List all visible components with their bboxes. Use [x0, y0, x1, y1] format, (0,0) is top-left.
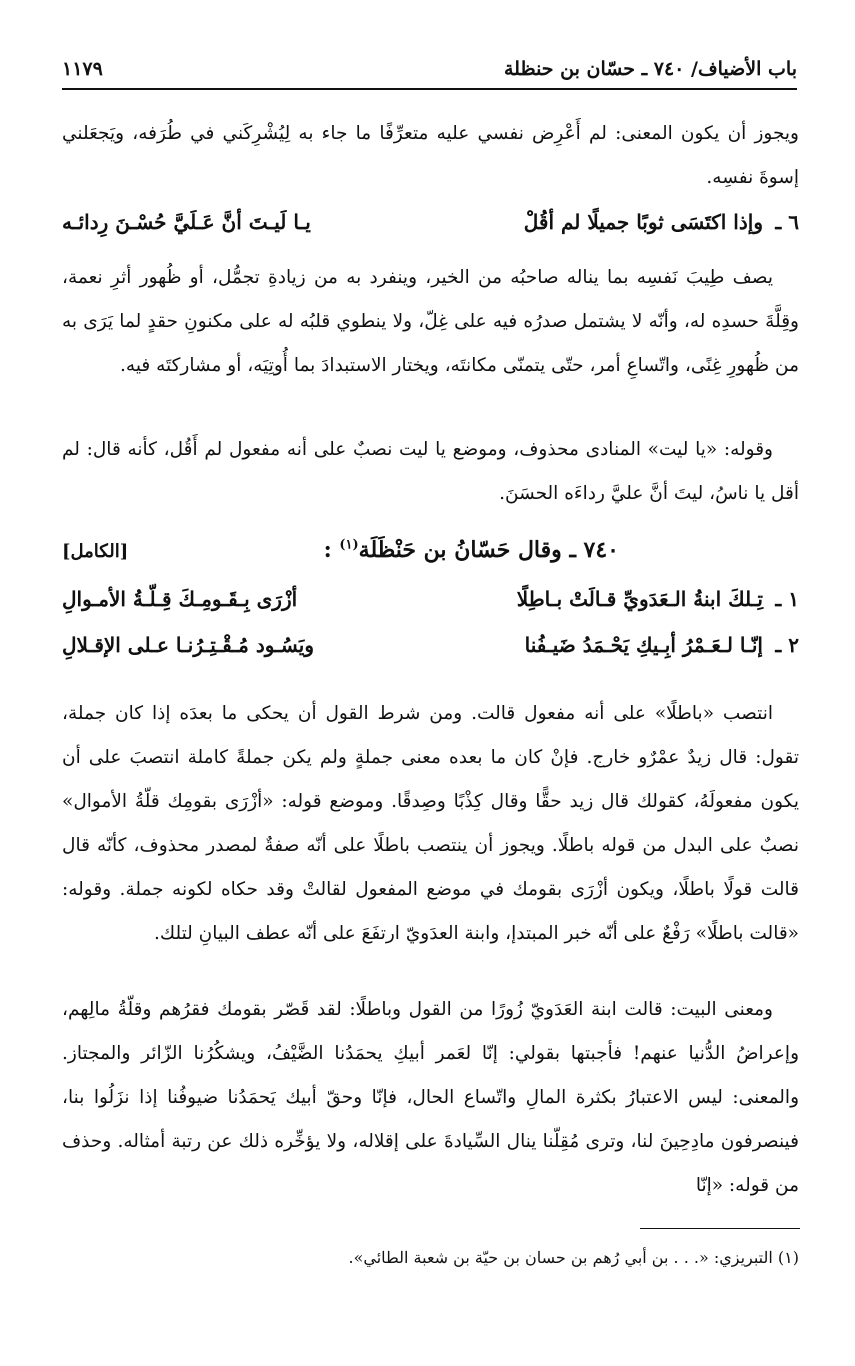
paragraph-2: يصف طِيبَ نَفسِه بما يناله صاحبُه من الخير، وينفرد به من زيادةِ تجمُّل، أو ظُهور أثرِ نعمة، وقِلَّةَ حسدِه له، وأنّه لا يشتمل صدرُه فيه على غِلّ، ولا ينطوي قلبُه له على مكنونِ حقدٍ لما يَرَى به من ظُهورِ غِنًى، واتّساعِ أمر، حتّى يتمنّى مكانتَه، ويختار الاستبدادَ بما أُوتِيَه، أو مشاركتَه فيه. [62, 267, 799, 376]
verse-second-hemistich: يـا لَيـتَ أنَّ عَـلَيَّ حُسْـنَ رِدائـه [62, 210, 311, 234]
poem-line-2 [62, 633, 799, 677]
verse-number: ٢ ـ [775, 633, 799, 657]
verse-6 [62, 210, 799, 254]
paragraph-3: وقوله: «يا ليت» المنادى محذوف، وموضع يا ليت نصبٌ على أنه مفعول لم أَقُل، كأنه قال: لم أقل يا ناسُ، ليتَ أنَّ عليَّ رداءَه الحسَنَ. [62, 439, 799, 504]
verse-second-hemistich: ويَسُـود مُـقْـتِـرُنـا عـلى الإقـلالِ [62, 633, 314, 657]
poem-title [324, 537, 619, 563]
poem-meter: [الكامل] [62, 541, 129, 562]
chapter-title: باب الأضياف/ ٧٤٠ ـ حسّان بن حنظلة [504, 58, 797, 80]
paragraph-1: ويجوز أن يكون المعنى: لم أَعْرِض نفسي عليه متعرِّفًا ما جاء به لِيُشْرِكَني في طُرَفه، ويَجعَلني إسوةَ نفسِه. [62, 123, 799, 188]
poem-line-1 [62, 587, 799, 631]
paragraph-4: انتصب «باطلًا» على أنه مفعول قالت. ومن شرط القول أن يحكى ما بعدَه إذا كان جملة، تقول: قال زيدٌ عمْرٌو خارج. فإنْ كان ما بعده معنى جملةٍ ولم يكن جملةً كاملة انتصبَ على أن يكون مفعولَهُ، كقولك قال زيد حقًّا وقال كِذْبًا وصِدقًا. وموضع قوله: «أزْرَى بقومِك قلّةُ الأموال» نصبٌ على البدل من قوله باطلًا. ويجوز أن ينتصب باطلًا على أنّه صفةٌ لمصدر محذوف، كأنّه قال قالت قولًا باطلًا، ويكون أزْرَى بقومك في موضع المفعول لقالتْ وقد حكاه لكونه جملة. وقوله: «قالت باطلًا» رَفْعٌ على أنّه خبر المبتدإ، وابنة العدَويّ ارتفَعَ على أنّه عطف البيانِ لتلك. [62, 703, 799, 944]
footnote-1: (١) التبريزي: «. . . بن أبي رُهم بن حسان بن حيّة بن شعبة الطائي». [348, 1248, 799, 1267]
verse-number: ١ ـ [775, 587, 799, 611]
poem-heading [62, 537, 799, 581]
verse-number: ٦ ـ [775, 210, 799, 234]
verse-first-hemistich: وإذا اكتَسَى ثوبًا جميلًا لم أقُلْ [523, 210, 763, 234]
poem-title-text: ٧٤٠ ـ وقال حَسّانُ بن حَنْظَلَة [358, 537, 619, 563]
footnote-separator [640, 1228, 800, 1229]
page-number: ١١٧٩ [62, 58, 103, 80]
verse-second-hemistich: أزْرَى بِـقَـومِـكَ قِـلّـةُ الأمـوالِ [62, 587, 298, 611]
verse-first-hemistich: إنّـا لـعَـمْرُ أبِـيكِ يَحْـمَدُ ضَيـفُنا [524, 633, 763, 657]
poem-title-colon: : [323, 537, 332, 563]
verse-first-hemistich: تِـلكَ ابنةُ الـعَدَويِّ قـالَتْ بـاطِلًا [516, 587, 763, 611]
footnote-reference: (١) [339, 537, 359, 553]
paragraph-5: ومعنى البيت: قالت ابنة العَدَويّ زُورًا من القول وباطلًا: لقد قَصّر بقومك فقرُهم وقلّةُ مالِهم، وإعراضُ الدُّنيا عنهم! فأجبتها بقولي: إنّا لعَمر أبيكِ يحمَدُنا الضَّيْفُ، ويشكُرُنا الزّائر والمجتاز. والمعنى: ليس الاعتبارُ بكثرة المالِ واتّساع الحال، فإنّا وحقّ أبيك يَحمَدُنا ضيوفُنا إذا نزَلُوا بنا، فينصرفون مادِحِينَ لنا، وترى مُقِلّنا ينال السِّيادةَ على إقلاله، ولا يؤخِّره ذلك عن رتبة أمثاله. وحذف من قوله: «إنّا [62, 999, 799, 1196]
running-header [62, 40, 797, 90]
